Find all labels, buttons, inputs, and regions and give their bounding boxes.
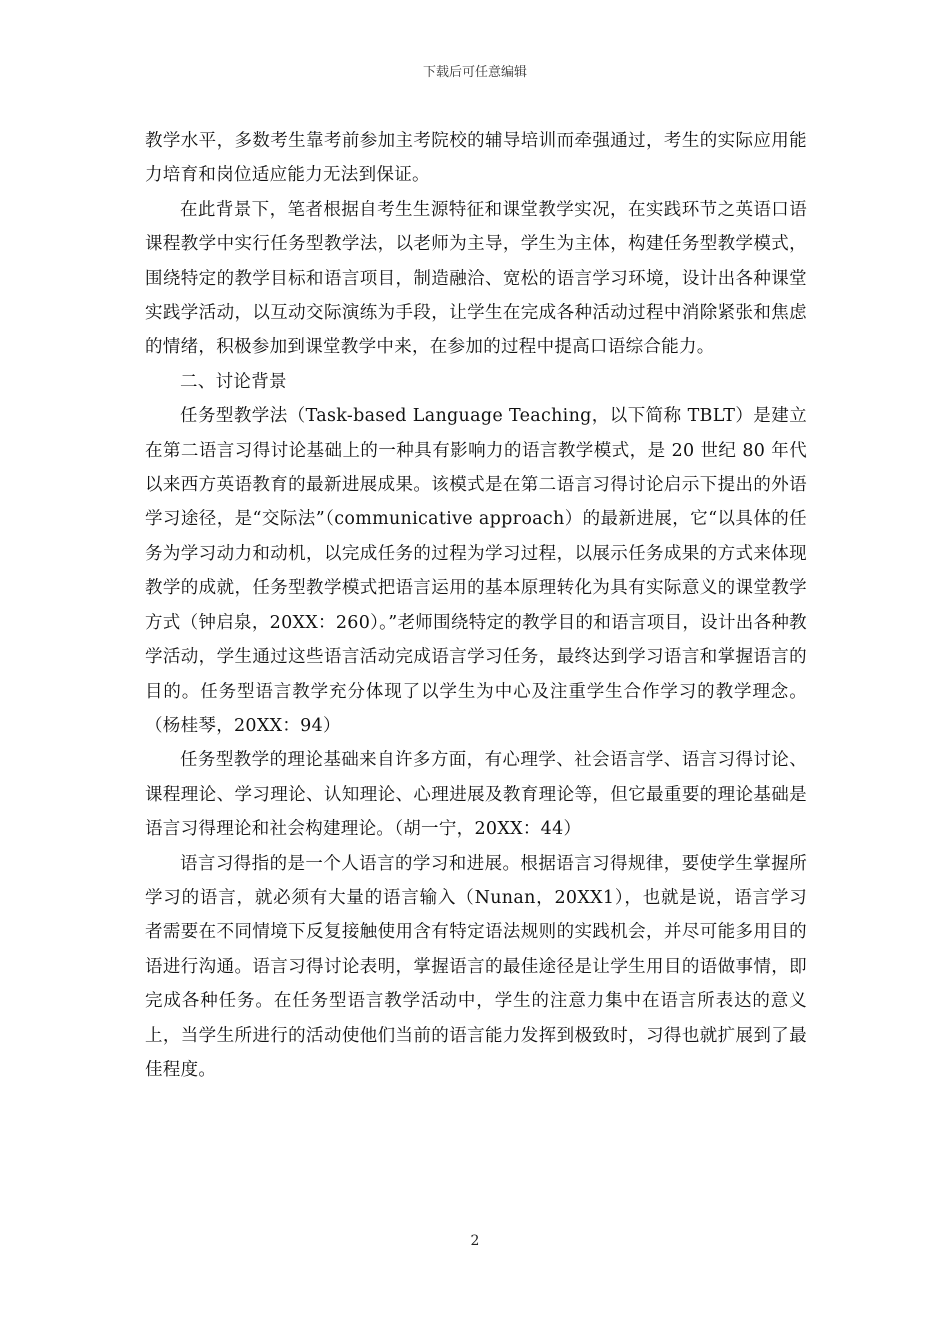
document-body xyxy=(145,124,807,1087)
paragraph-continuation: 教学水平，多数考生靠考前参加主考院校的辅导培训而牵强通过，考生的实际应用能力培育和岗位适应能力无法到保证。 xyxy=(145,131,807,186)
section-heading: 二、讨论背景 xyxy=(180,371,287,392)
page-header: 下载后可任意编辑 xyxy=(422,65,527,80)
page-number: 2 xyxy=(470,1233,480,1249)
paragraph-background: 在此背景下，笔者根据自考生生源特征和课堂教学实况，在实践环节之英语口语课程教学中实行任务型教学法，以老师为主导，学生为主体，构建任务型教学模式，围绕特定的教学目标和语言项目，制造融洽、宽松的语言学习环境，设计出各种课堂实践学活动，以互动交际演练为手段，让学生在完成各种活动过程中消除紧张和焦虑的情绪，积极参加到课堂教学中来，在参加的过程中提高口语综合能力。 xyxy=(145,199,807,358)
paragraph-tblt-definition: 任务型教学法（Task-based Language Teaching，以下简称 TBLT）是建立在第二语言习得讨论基础上的一种具有影响力的语言教学模式，是 20 世纪 80 年代以来西方英语教育的最新进展成果。该模式是在第二语言习得讨论启示下提出的外语学习途径，是“交际法”（communicative approach）的最新进展，它“以具体的任务为学习动力和动机，以完成任务的过程为学习过程，以展示任务成果的方式来体现教学的成就，任务型教学模式把语言运用的基本原理转化为具有实际意义的课堂教学方式（钟启泉，20XX：260）。”老师围绕特定的教学目的和语言项目，设计出各种教学活动，学生通过这些语言活动完成语言学习任务，最终达到学习语言和掌握语言的目的。任务型语言教学充分体现了以学生为中心及注重学生合作学习的教学理念。（杨桂琴，20XX：94） xyxy=(145,406,807,736)
paragraph-theory-basis: 任务型教学的理论基础来自许多方面，有心理学、社会语言学、语言习得讨论、课程理论、学习理论、认知理论、心理进展及教育理论等，但它最重要的理论基础是语言习得理论和社会构建理论。（胡一宁，20XX：44） xyxy=(145,750,807,840)
paragraph-language-acquisition: 语言习得指的是一个人语言的学习和进展。根据语言习得规律，要使学生掌握所学习的语言，就必须有大量的语言输入（Nunan，20XX1），也就是说，语言学习者需要在不同情境下反复接触使用含有特定语法规则的实践机会，并尽可能多用目的语进行沟通。语言习得讨论表明，掌握语言的最佳途径是让学生用目的语做事情，即完成各种任务。在任务型语言教学活动中，学生的注意力集中在语言所表达的意义上，当学生所进行的活动使他们当前的语言能力发挥到极致时，习得也就扩展到了最佳程度。 xyxy=(145,853,807,1080)
